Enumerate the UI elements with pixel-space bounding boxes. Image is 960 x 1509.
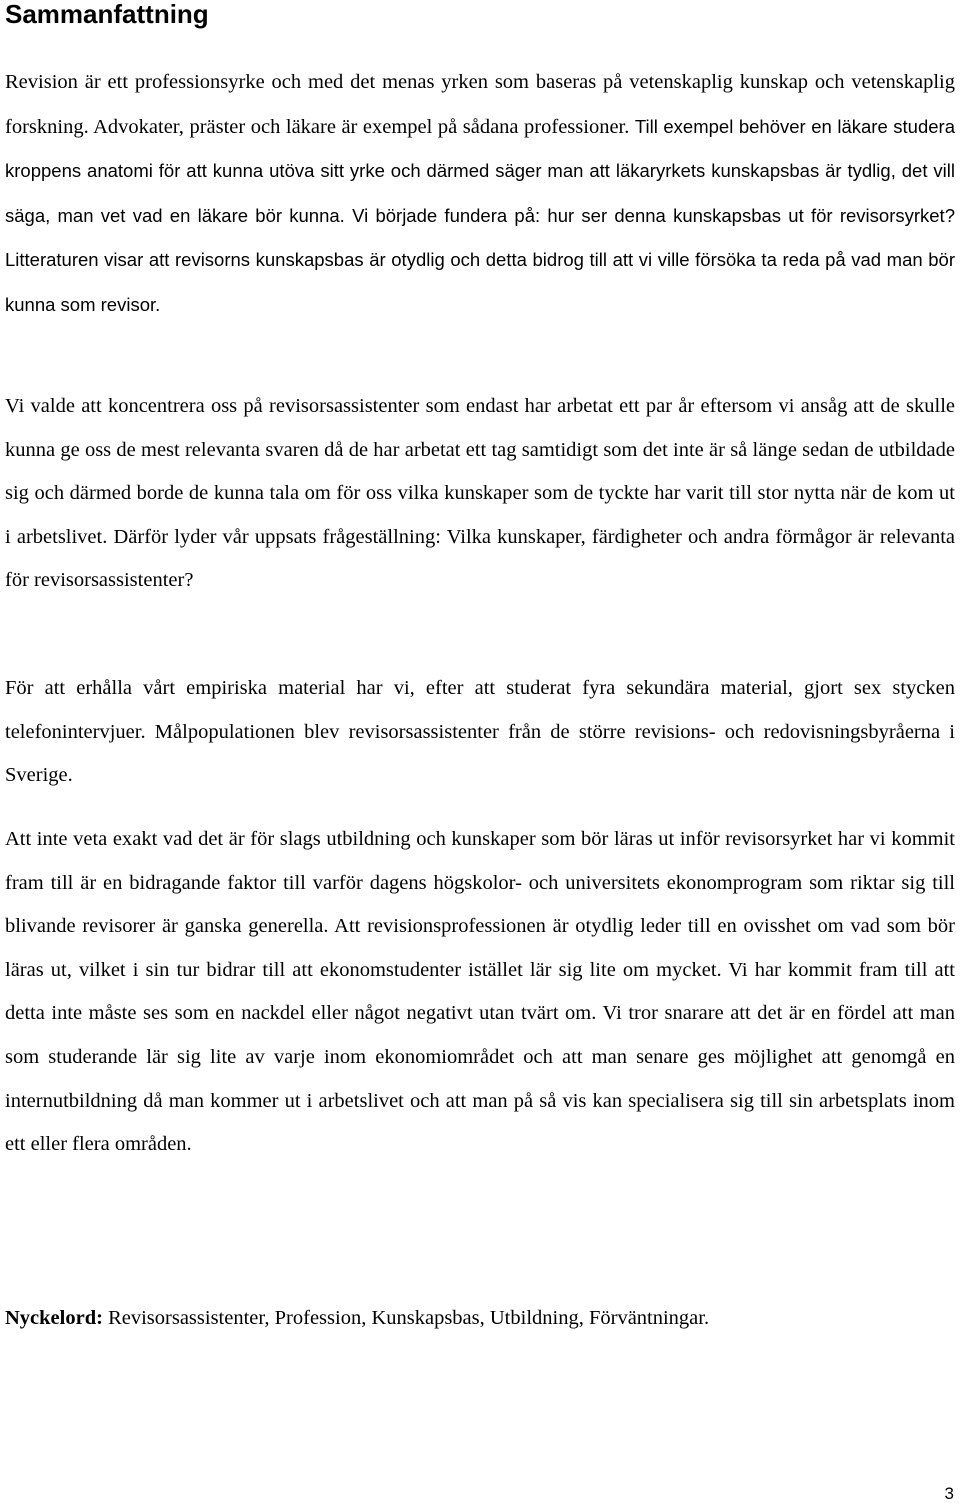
keywords-value: Revisorsassistenter, Profession, Kunskapsbas, Utbildning, Förväntningar. <box>102 1307 710 1329</box>
paragraph-2-text: Vi valde att koncentrera oss på revisorsassistenter som endast har arbetat ett par år eftersom vi ansåg att de skulle kunna ge oss de mest relevanta svaren då de har arbetat ett tag samtidigt som det inte är så länge sedan de utbildade sig och därmed borde de kunna tala om för oss vilka kunskaper som de tyckte har varit till stor nytta när de kom ut i arbetslivet. Därför lyder vår uppsats frågeställning: <box>5 395 955 548</box>
page-number: 3 <box>944 1484 954 1503</box>
research-question: Vilka kunskaper, färdigheter och andra förmågor är relevanta för revisorsassistenter? <box>5 525 955 592</box>
summary-paragraph-2 <box>5 385 955 603</box>
paragraph-1-sans-text: Till exempel behöver en läkare studera kroppens anatomi för att kunna utöva sitt yrke och därmed säger man att läkaryrkets kunskapsbas är tydlig, det vill säga, man vet vad en läkare bör kunna. Vi började fundera på: hur ser denna kunskapsbas ut för revisorsyrket? Litteraturen visar att revisorns kunskapsbas är otydlig och detta bidrog till att vi ville försöka ta reda på vad man bör kunna som revisor. <box>5 115 955 315</box>
section-heading: Sammanfattning <box>5 0 209 29</box>
summary-paragraph-4: Att inte veta exakt vad det är för slags utbildning och kunskaper som bör läras ut inför revisorsyrket har vi kommit fram till är en bidragande faktor till varför dagens högskolor- och universitets ekonomprogram som riktar sig till blivande revisorer är ganska generella. Att revisionsprofessionen är otydlig leder till en ovisshet om vad som bör läras ut, vilket i sin tur bidrar till att ekonomstudenter istället lär sig lite om mycket. Vi har kommit fram till att detta inte måste ses som en nackdel eller något negativt utan tvärt om. Vi tror snarare att det är en fördel att man som studerande lär sig lite av varje inom ekonomiområdet och att man senare ges möjlighet att genomgå en internutbildning då man kommer ut i arbetslivet och att man på så vis kan specialisera sig till sin arbetsplats inom ett eller flera områden. <box>5 828 955 1156</box>
paragraph-1-serif-text: Revision är ett professionsyrke och med det menas yrken som baseras på vetenskaplig kunskap och vetenskaplig forskning. Advokater, präster och läkare är exempel på sådana professioner. <box>5 71 955 138</box>
summary-paragraph-1 <box>5 61 955 328</box>
keywords-line <box>5 1303 709 1333</box>
keywords-label: Nyckelord: <box>5 1307 103 1329</box>
summary-paragraph-3: För att erhålla vårt empiriska material har vi, efter att studerat fyra sekundära material, gjort sex stycken telefonintervjuer. Målpopulationen blev revisorsassistenter från de större revisions- och redovisningsbyråerna i Sverige. <box>5 677 955 787</box>
